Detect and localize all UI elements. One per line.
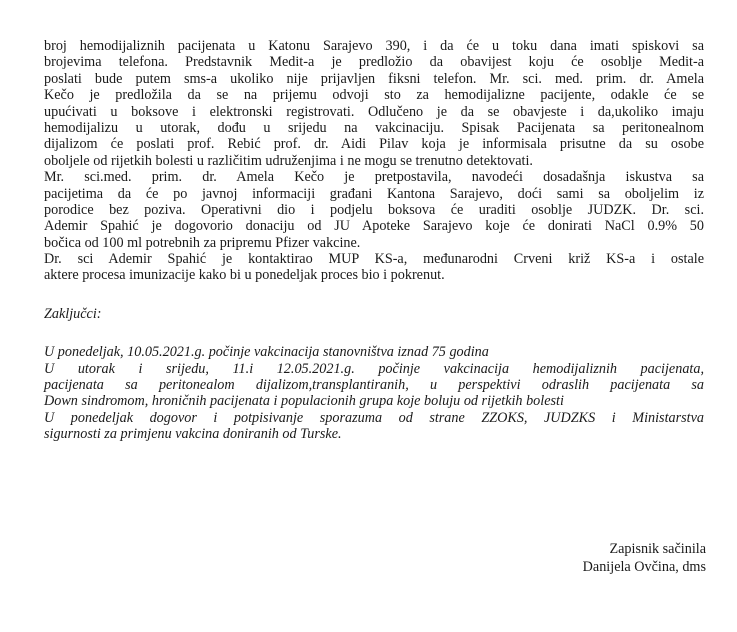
conclusions-heading: Zaključci:: [44, 305, 102, 322]
paragraph-line: Ademir Spahić je dogovorio donaciju od JU Apoteke Sarajevo koje će donirati NaCl 0.9% 50: [44, 218, 704, 235]
paragraph-line: Mr. sci.med. prim. dr. Amela Kečo je pretpostavila, navodeći dosadašnja iskustva sa: [44, 169, 704, 186]
paragraph-line: aktere procesa imunizacije kako bi u ponedeljak proces bio i pokrenut.: [44, 267, 445, 284]
paragraph-line: brojevima telefona. Predstavnik Medit-a je predložio da obavijest koju će osoblje Medit-a: [44, 54, 704, 71]
paragraph-line: pacijetima da će po javnoj informaciji građani Kantona Sarajevo, doći sami sa oboljelim iz: [44, 185, 704, 202]
conclusion-line: U utorak i srijedu, 11.i 12.05.2021.g. počinje vakcinacija hemodijaliznih pacijenata,: [44, 360, 704, 377]
paragraph-line: broj hemodijaliznih pacijenata u Katonu Sarajevo 390, i da će u toku dana imati spiskovi sa: [44, 38, 704, 54]
document-body: [44, 38, 704, 443]
conclusion-line: sigurnosti za primjenu vakcina doniranih od Turske.: [44, 426, 342, 443]
conclusions-section: [44, 306, 704, 443]
conclusion-line: Down sindromom, hroničnih pacijenata i populacionih grupa koje boluju od rijetkih bolesti: [44, 393, 564, 410]
conclusion-line: U ponedeljak dogovor i potpisivanje sporazuma od strane ZZOKS, JUDZKS i Ministarstva: [44, 409, 704, 426]
paragraph-line: Kečo je predložila da se na prijemu odvoji sto za hemodijalizne pacijente, odakle će se: [44, 87, 704, 104]
signature-block: [526, 540, 706, 576]
signature-label: Zapisnik sačinila: [609, 541, 706, 557]
conclusion-line: pacijenata sa peritonealom dijalizom,transplantiranih, u perspektivi odraslih pacijenata sa: [44, 377, 704, 394]
paragraph-line: bočica od 100 ml potrebnih za pripremu Pfizer vakcine.: [44, 234, 361, 251]
paragraph-line: porodice bez poziva. Operativni dio i podjelu boksova će uraditi osoblje JUDZK. Dr. sci.: [44, 201, 704, 218]
paragraph-line: dijalizom će poslati prof. Rebić prof. dr. Aidi Pilav koja je informisala prisutne da su osobe: [44, 136, 704, 153]
paragraph-line: poslati bude putem sms-a ukoliko nije prijavljen fiksni telefon. Mr. sci. med. prim. dr. Amela: [44, 70, 704, 87]
paragraph-line: hemodijalizu u utorak, dođu u srijedu na vakcinaciju. Spisak Pacijenata sa peritonealnom: [44, 119, 704, 136]
paragraph-line: upućivati u boksove i elektronski registrovati. Odlučeno je da se obavjeste i da,ukoliko imaju: [44, 103, 704, 120]
minutes-paragraph: [44, 38, 704, 284]
paragraph-line: oboljele od rijetkih bolesti u različitim udruženjima i ne mogu se trenutno detektovati.: [44, 152, 533, 169]
signature-name: Danijela Ovčina, dms: [582, 559, 706, 575]
conclusion-line: U ponedeljak, 10.05.2021.g. počinje vakcinacija stanovništva iznad 75 godina: [44, 344, 489, 361]
paragraph-line: Dr. sci Ademir Spahić je kontaktirao MUP KS-a, međunarodni Crveni križ KS-a i ostale: [44, 251, 704, 268]
